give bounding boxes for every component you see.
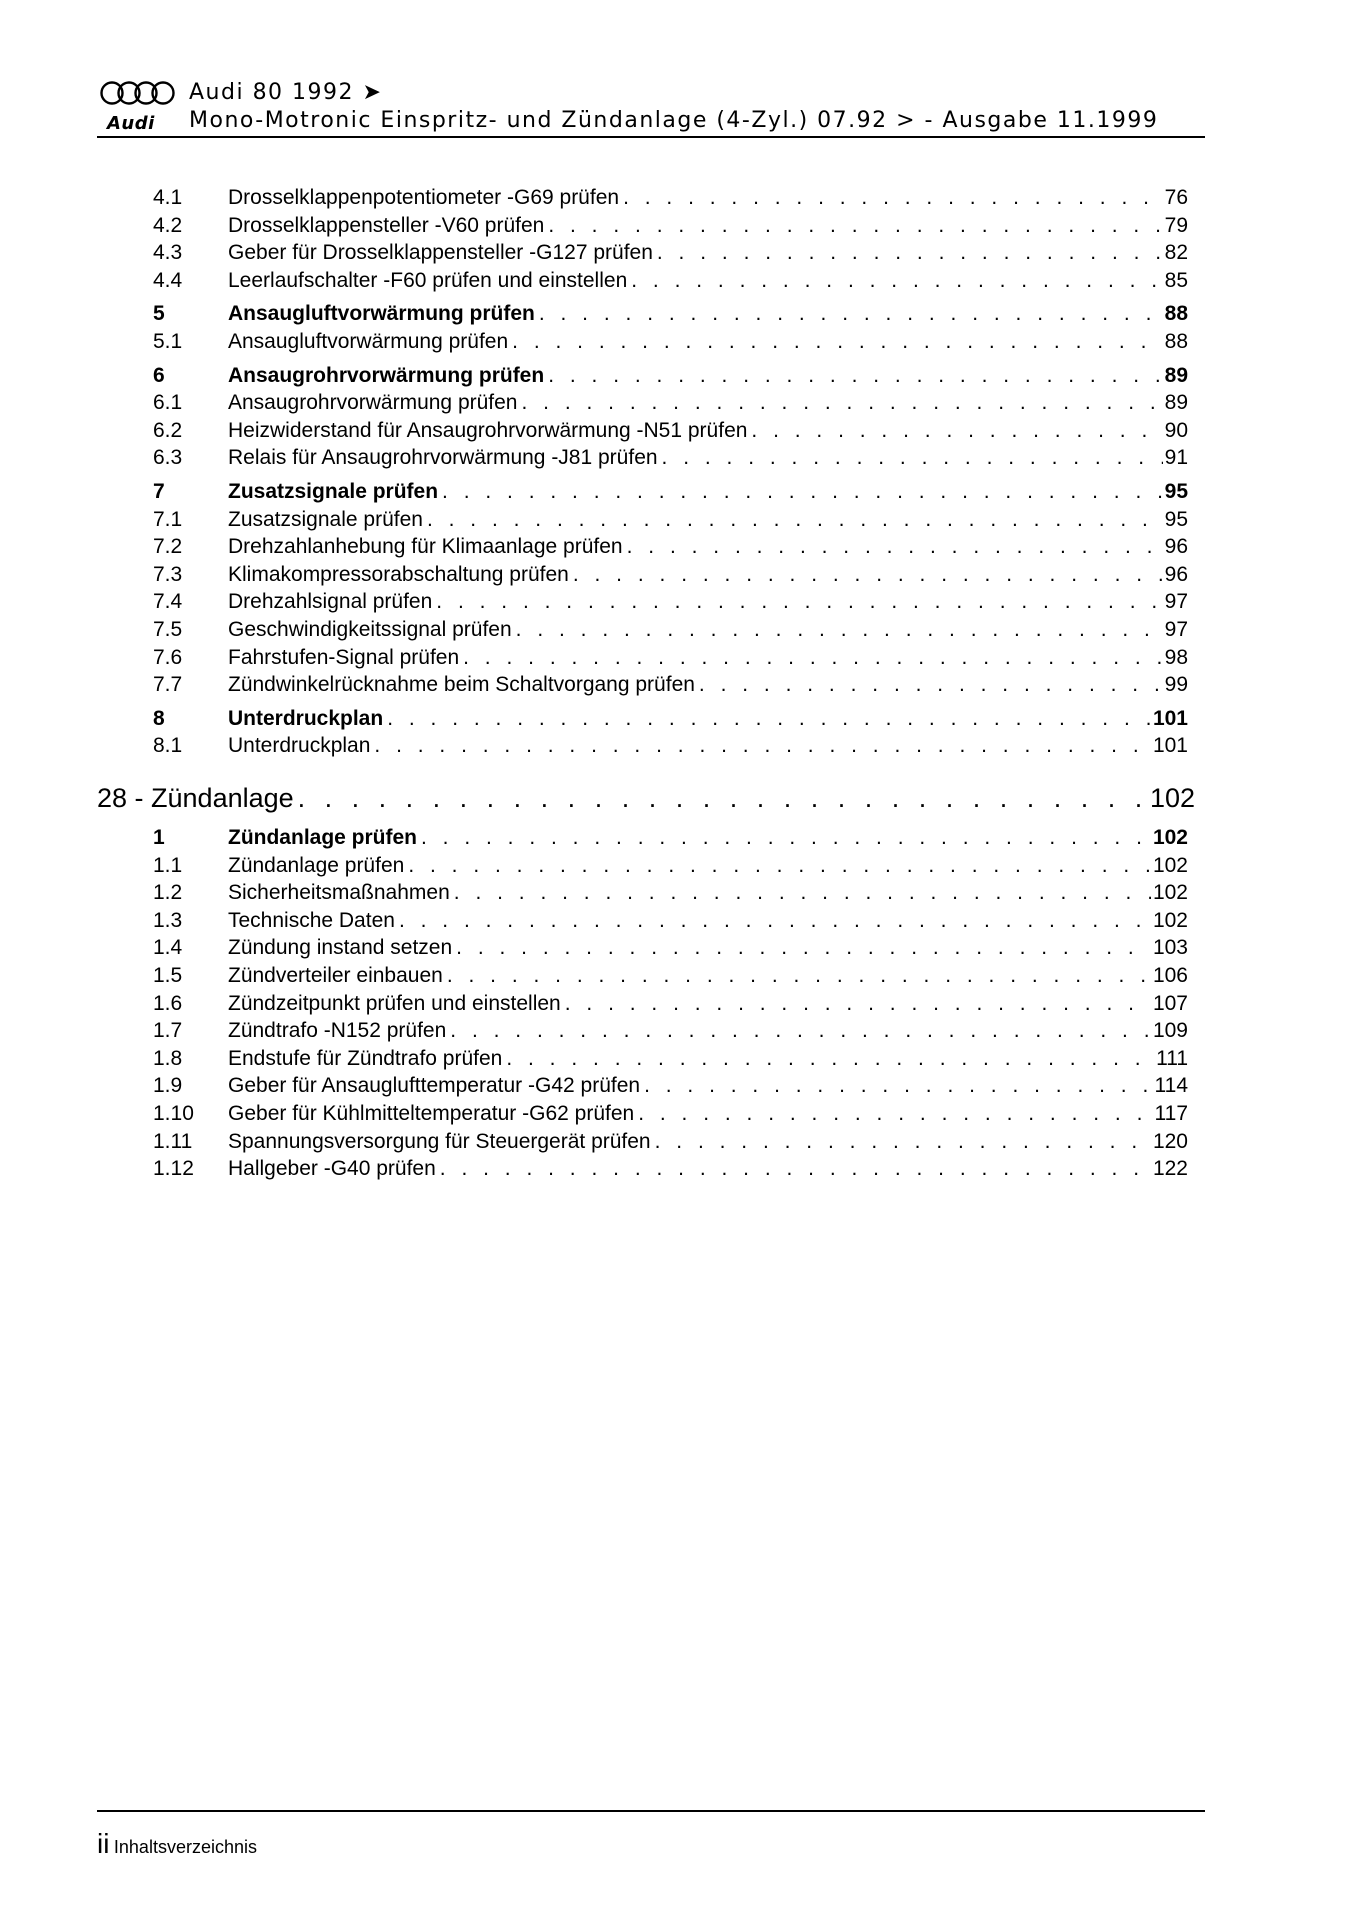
- chapter-page: 102: [1149, 783, 1195, 813]
- toc-entry-title: Drosselklappensteller -V60 prüfen: [228, 214, 545, 237]
- toc-entry-number: 7.7: [153, 673, 183, 696]
- toc-entry[interactable]: [153, 705, 1188, 733]
- dot-leader: [699, 671, 1163, 699]
- toc-entry-title: Geber für Ansauglufttemperatur -G42 prüfen: [228, 1074, 641, 1097]
- dot-leader: [638, 1100, 1152, 1128]
- toc-entry-number: 8: [153, 707, 165, 730]
- toc-entry-title: Sicherheitsmaßnahmen: [228, 881, 450, 904]
- dot-leader: [627, 533, 1163, 561]
- toc-entry[interactable]: [153, 1045, 1188, 1073]
- dot-leader: [548, 362, 1162, 390]
- toc-entry-number: 7.5: [153, 618, 183, 641]
- toc-entry-number: 4.3: [153, 241, 183, 264]
- toc-entry-title: Ansaugluftvorwärmung prüfen: [228, 302, 535, 325]
- audi-rings-logo: [99, 80, 177, 106]
- dot-leader: [456, 934, 1151, 962]
- page-footer: [97, 1828, 257, 1860]
- toc-entry-page: 109: [1152, 1019, 1188, 1042]
- toc-entry-page: 111: [1156, 1047, 1188, 1070]
- toc-entry-title: Geber für Kühlmitteltemperatur -G62 prüfen: [228, 1102, 635, 1125]
- toc-entry-page: 89: [1164, 364, 1188, 387]
- toc-entry[interactable]: [153, 561, 1188, 589]
- dot-leader: [440, 1155, 1151, 1183]
- toc-entry-page: 122: [1152, 1157, 1188, 1180]
- dot-leader: [662, 444, 1163, 472]
- footer-page-number: ii: [97, 1828, 110, 1859]
- toc-entry-title: Geber für Drosselklappensteller -G127 prüfen: [228, 241, 653, 264]
- dot-leader: [516, 616, 1163, 644]
- toc-entry-number: 6.3: [153, 446, 183, 469]
- toc-entry-title: Zündverteiler einbauen: [228, 964, 443, 987]
- toc-entry[interactable]: [153, 239, 1188, 267]
- toc-entry-title: Ansaugrohrvorwärmung prüfen: [228, 391, 518, 414]
- dot-leader: [436, 588, 1162, 616]
- footer-label: Inhaltsverzeichnis: [113, 1837, 257, 1857]
- toc-entry[interactable]: [153, 444, 1188, 472]
- dot-leader: [751, 417, 1162, 445]
- toc-entry-page: 95: [1164, 480, 1188, 503]
- toc-entry-number: 1.12: [153, 1157, 194, 1180]
- toc-entry[interactable]: [153, 1100, 1188, 1128]
- toc-entry-number: 1.2: [153, 881, 183, 904]
- footer-rule: [97, 1810, 1205, 1812]
- toc-entry-title: Zusatzsignale prüfen: [228, 508, 423, 531]
- toc-entry-number: 7.6: [153, 646, 183, 669]
- dot-leader: [454, 879, 1151, 907]
- dot-leader: [374, 732, 1151, 760]
- dot-leader: [442, 478, 1163, 506]
- dot-leader: [447, 962, 1151, 990]
- toc-entry-number: 1.10: [153, 1102, 194, 1125]
- toc-entry-page: 82: [1164, 241, 1188, 264]
- toc-entry[interactable]: [153, 934, 1188, 962]
- toc-entry[interactable]: [153, 616, 1188, 644]
- toc-entry-number: 4.2: [153, 214, 183, 237]
- chapter-title: 28 - Zündanlage: [97, 783, 294, 813]
- toc-entry-number: 1.5: [153, 964, 183, 987]
- toc-entry[interactable]: [153, 212, 1188, 240]
- toc-entry[interactable]: [153, 362, 1188, 390]
- toc-entry-number: 6.2: [153, 419, 183, 442]
- toc-entry-number: 1.7: [153, 1019, 183, 1042]
- toc-entry[interactable]: [153, 990, 1188, 1018]
- toc-entry-number: 4.4: [153, 269, 183, 292]
- toc-entry[interactable]: [153, 824, 1188, 852]
- toc-entry[interactable]: [153, 962, 1188, 990]
- toc-entry-number: 7.4: [153, 590, 183, 613]
- toc-chapter-row[interactable]: [97, 781, 1195, 815]
- toc-entry-page: 120: [1152, 1130, 1188, 1153]
- dot-leader: [644, 1072, 1152, 1100]
- toc-entry-title: Fahrstufen-Signal prüfen: [228, 646, 460, 669]
- toc-entry[interactable]: [153, 184, 1188, 212]
- toc-entry[interactable]: [153, 644, 1188, 672]
- toc-entry-number: 1.8: [153, 1047, 183, 1070]
- toc-entry-title: Technische Daten: [228, 909, 395, 932]
- page-header: [97, 80, 1205, 138]
- toc-entry-number: 1.6: [153, 992, 183, 1015]
- toc-entry-page: 107: [1152, 992, 1188, 1015]
- toc-entry[interactable]: [153, 852, 1188, 880]
- toc-entry[interactable]: [153, 506, 1188, 534]
- toc-entry-title: Spannungsversorgung für Steuergerät prüfen: [228, 1130, 651, 1153]
- toc-entry[interactable]: [153, 328, 1188, 356]
- toc-entry-number: 7: [153, 480, 165, 503]
- toc-entry[interactable]: [153, 907, 1188, 935]
- toc-entry-title: Endstufe für Zündtrafo prüfen: [228, 1047, 503, 1070]
- toc-entry[interactable]: [153, 879, 1188, 907]
- dot-leader: [522, 389, 1163, 417]
- dot-leader: [631, 267, 1162, 295]
- dot-leader: [450, 1017, 1151, 1045]
- toc-entry-page: 102: [1152, 826, 1188, 849]
- toc-entry-title: Klimakompressorabschaltung prüfen: [228, 563, 569, 586]
- dot-leader: [408, 852, 1151, 880]
- toc-entry[interactable]: [153, 478, 1188, 506]
- toc-entry-page: 90: [1164, 419, 1188, 442]
- toc-entry-title: Zündwinkelrücknahme beim Schaltvorgang prüfen: [228, 673, 695, 696]
- toc-entry-page: 88: [1164, 302, 1188, 325]
- toc-entry-page: 103: [1152, 936, 1188, 959]
- dot-leader: [623, 184, 1163, 212]
- dot-leader: [463, 644, 1163, 672]
- toc-entry[interactable]: [153, 389, 1188, 417]
- toc-entry-page: 89: [1164, 391, 1188, 414]
- toc-entry-page: 96: [1164, 563, 1188, 586]
- dot-leader: [506, 1045, 1154, 1073]
- toc-entry-page: 98: [1164, 646, 1188, 669]
- dot-leader: [548, 212, 1162, 240]
- toc-entry-number: 5.1: [153, 330, 183, 353]
- dot-leader: [655, 1128, 1151, 1156]
- toc-entry-page: 102: [1152, 881, 1188, 904]
- toc-entry[interactable]: [153, 732, 1188, 760]
- toc-entry-page: 102: [1152, 909, 1188, 932]
- toc-entry-page: 85: [1164, 269, 1188, 292]
- toc-entry-title: Drehzahlanhebung für Klimaanlage prüfen: [228, 535, 623, 558]
- toc-entry[interactable]: [153, 1017, 1188, 1045]
- toc-entry-title: Unterdruckplan: [228, 734, 371, 757]
- toc-entry-title: Zündung instand setzen: [228, 936, 453, 959]
- toc-entry-number: 7.2: [153, 535, 183, 558]
- toc-entry-number: 4.1: [153, 186, 183, 209]
- header-title: Mono-Motronic Einspritz- und Zündanlage (4-Zyl.) 07.92 > - Ausgabe 11.1999: [189, 108, 1159, 133]
- toc-entry[interactable]: [153, 1072, 1188, 1100]
- toc-entry-number: 1.4: [153, 936, 183, 959]
- toc-entry-number: 1.11: [153, 1130, 193, 1153]
- toc-entry-title: Drosselklappenpotentiometer -G69 prüfen: [228, 186, 620, 209]
- dot-leader: [387, 705, 1151, 733]
- dot-leader: [298, 781, 1148, 815]
- toc-entry-number: 1.1: [153, 854, 183, 877]
- toc-entry[interactable]: [153, 1155, 1188, 1183]
- toc-entry-page: 91: [1164, 446, 1188, 469]
- dot-leader: [657, 239, 1163, 267]
- toc-entry-number: 1.3: [153, 909, 183, 932]
- toc-entry-page: 96: [1164, 535, 1188, 558]
- toc-entry-page: 102: [1152, 854, 1188, 877]
- toc-entry-number: 5: [153, 302, 165, 325]
- toc-entry[interactable]: [153, 267, 1188, 295]
- dot-leader: [421, 824, 1151, 852]
- toc-entry-number: 6.1: [153, 391, 183, 414]
- header-model: Audi 80 1992 ➤: [189, 80, 383, 105]
- toc-entry-title: Zündzeitpunkt prüfen und einstellen: [228, 992, 561, 1015]
- toc-entry-title: Heizwiderstand für Ansaugrohrvorwärmung -N51 prüfen: [228, 419, 748, 442]
- toc-entry[interactable]: [153, 533, 1188, 561]
- toc-entry-page: 95: [1164, 508, 1188, 531]
- toc-entry-page: 88: [1164, 330, 1188, 353]
- toc-entry-title: Drehzahlsignal prüfen: [228, 590, 433, 613]
- dot-leader: [427, 506, 1163, 534]
- toc-entry-title: Leerlaufschalter -F60 prüfen und einstellen: [228, 269, 628, 292]
- toc-entry-number: 1: [153, 826, 165, 849]
- toc-entry-title: Ansaugrohrvorwärmung prüfen: [228, 364, 545, 387]
- toc-entry-title: Zündtrafo -N152 prüfen: [228, 1019, 447, 1042]
- toc-entry-title: Zündanlage prüfen: [228, 826, 417, 849]
- toc-entry-title: Ansaugluftvorwärmung prüfen: [228, 330, 509, 353]
- toc-entry-number: 7.1: [153, 508, 183, 531]
- toc-entry-title: Hallgeber -G40 prüfen: [228, 1157, 436, 1180]
- toc-entry-title: Zusatzsignale prüfen: [228, 480, 439, 503]
- toc-entry[interactable]: [153, 588, 1188, 616]
- toc-entry-number: 1.9: [153, 1074, 183, 1097]
- toc-entry-page: 99: [1164, 673, 1188, 696]
- dot-leader: [565, 990, 1151, 1018]
- toc-entry[interactable]: [153, 671, 1188, 699]
- toc-entry-page: 101: [1152, 734, 1188, 757]
- toc-entry-page: 79: [1164, 214, 1188, 237]
- toc-entry-number: 8.1: [153, 734, 183, 757]
- toc-entry-page: 76: [1164, 186, 1188, 209]
- toc-entry-page: 114: [1154, 1074, 1188, 1097]
- toc-entry[interactable]: [153, 417, 1188, 445]
- toc-entry-page: 101: [1152, 707, 1188, 730]
- toc-entry-title: Zündanlage prüfen: [228, 854, 405, 877]
- toc-entry-title: Geschwindigkeitssignal prüfen: [228, 618, 512, 641]
- toc-entry-page: 117: [1154, 1102, 1188, 1125]
- toc-entry-title: Relais für Ansaugrohrvorwärmung -J81 prüfen: [228, 446, 658, 469]
- toc-entry-page: 106: [1152, 964, 1188, 987]
- toc-entry-title: Unterdruckplan: [228, 707, 384, 730]
- toc-entry-number: 6: [153, 364, 165, 387]
- audi-wordmark: Audi: [107, 113, 155, 134]
- toc-entry-page: 97: [1164, 618, 1188, 641]
- dot-leader: [512, 328, 1162, 356]
- toc-entry-number: 7.3: [153, 563, 183, 586]
- toc-entry[interactable]: [153, 1128, 1188, 1156]
- toc-entry[interactable]: [153, 300, 1188, 328]
- dot-leader: [539, 300, 1163, 328]
- toc-entry-page: 97: [1164, 590, 1188, 613]
- dot-leader: [399, 907, 1151, 935]
- dot-leader: [573, 561, 1163, 589]
